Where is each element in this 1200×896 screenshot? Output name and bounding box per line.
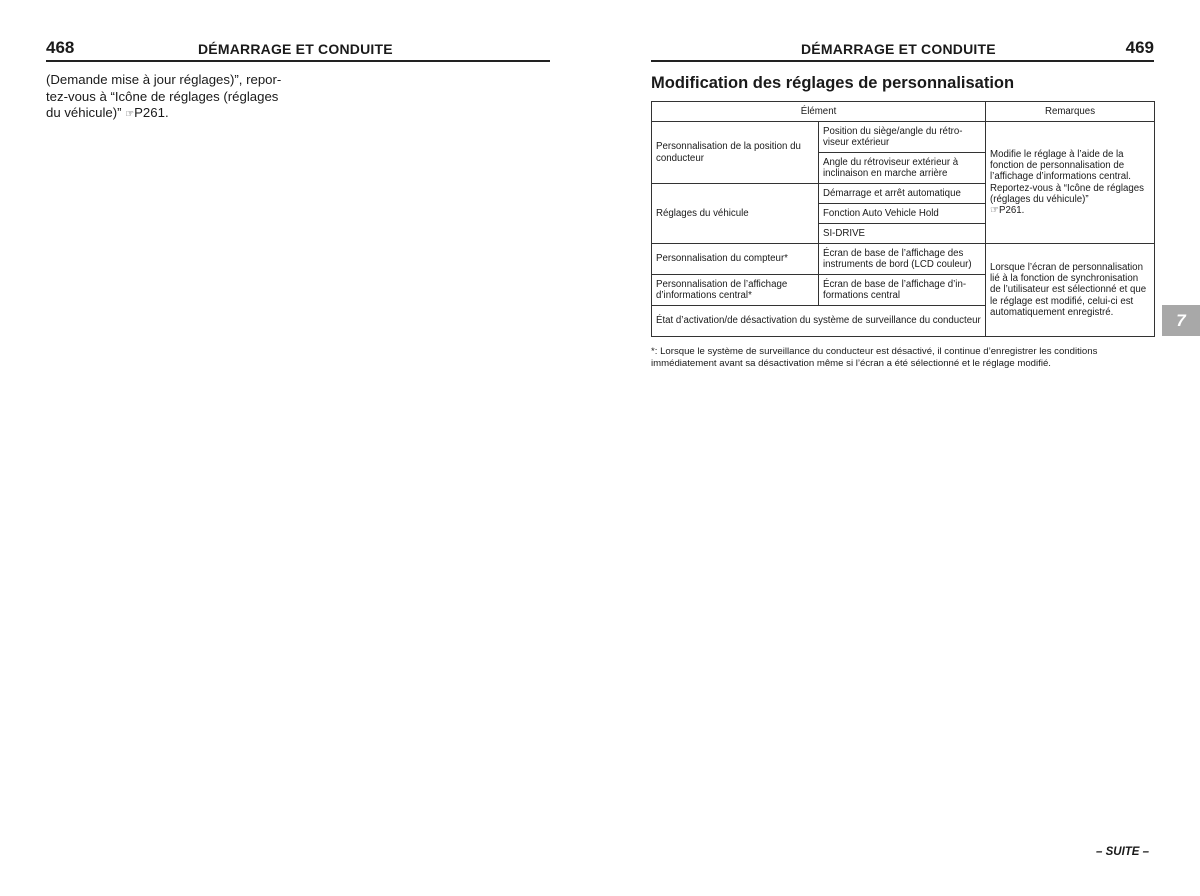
- table-row: [652, 244, 1155, 275]
- right-page-header: [651, 36, 1154, 62]
- item-cell-central-screen: Écran de base de l’affichage d’in-formations central: [819, 275, 986, 306]
- left-para-line-3-text: du véhicule)”: [46, 105, 122, 120]
- left-page-number: 468: [46, 38, 75, 57]
- group-cell-central-display: Personnalisation de l’affichage d’informations central*: [652, 275, 819, 306]
- group-cell-driver-position: Personnalisation de la position du conducteur: [652, 122, 819, 184]
- footnote-text: Lorsque le système de surveillance du conducteur est désactivé, il continue d’enregistrer les conditions immédiatement avant sa désactivation même si l’écran a été sélectionné et le réglage modifié.: [651, 346, 1098, 369]
- left-page: [46, 0, 550, 896]
- left-continuation-paragraph: [46, 72, 296, 124]
- group-cell-driver-monitoring: État d’activation/de désactivation du système de surveillance du conducteur: [652, 306, 986, 337]
- item-cell-seat-mirror: Position du siège/angle du rétro-viseur extérieur: [819, 122, 986, 153]
- remark-1-text: Modifie le réglage à l’aide de la fonction de personnalisation de l’affichage d’informations central. Reportez-vous à “Icône de réglages (réglages du véhicule)”: [990, 148, 1145, 205]
- header-remarks: Remarques: [986, 102, 1155, 122]
- footnote: [651, 346, 1154, 370]
- left-para-line-2: tez-vous à “Icône de réglages (réglages: [46, 88, 279, 104]
- item-cell-meter-screen: Écran de base de l’affichage des instruments de bord (LCD couleur): [819, 244, 986, 275]
- customization-table: [651, 101, 1155, 337]
- item-cell-auto-vehicle-hold: Fonction Auto Vehicle Hold: [819, 204, 986, 224]
- right-page: [651, 0, 1154, 896]
- table-header-row: [652, 102, 1155, 122]
- left-page-header-title: DÉMARRAGE ET CONDUITE: [198, 41, 393, 57]
- remark-cell-settings-icon: [986, 122, 1155, 244]
- item-cell-si-drive: SI-DRIVE: [819, 224, 986, 244]
- remark-1-page-ref: P261.: [998, 205, 1025, 217]
- left-para-page-ref: P261.: [134, 105, 169, 120]
- right-page-number: 469: [1125, 38, 1154, 57]
- group-cell-vehicle-settings: Réglages du véhicule: [652, 184, 819, 244]
- section-title: Modification des réglages de personnalisation: [651, 74, 1015, 92]
- group-cell-meter: Personnalisation du compteur*: [652, 244, 819, 275]
- left-page-header: [46, 36, 550, 62]
- right-page-header-title: DÉMARRAGE ET CONDUITE: [801, 41, 996, 57]
- page-reference-icon: ☞: [990, 205, 999, 217]
- footnote-marker: *:: [651, 346, 658, 357]
- header-element: Élément: [652, 102, 986, 122]
- continued-label: – SUITE –: [1096, 846, 1150, 858]
- remark-cell-user-sync: Lorsque l’écran de personnalisation lié à la fonction de synchronisation de l’utilisateur est sélectionné et que le réglage est modifié, celui-ci est automatiquement enregistré.: [986, 244, 1155, 337]
- table-row: [652, 122, 1155, 153]
- left-para-line-1: (Demande mise à jour réglages)”, repor-: [46, 72, 282, 87]
- left-para-line-3: [46, 105, 296, 124]
- item-cell-auto-start-stop: Démarrage et arrêt automatique: [819, 184, 986, 204]
- item-cell-reverse-mirror: Angle du rétroviseur extérieur à inclinaison en marche arrière: [819, 153, 986, 184]
- page-reference-icon: ☞: [125, 109, 135, 120]
- chapter-tab: 7: [1162, 305, 1200, 336]
